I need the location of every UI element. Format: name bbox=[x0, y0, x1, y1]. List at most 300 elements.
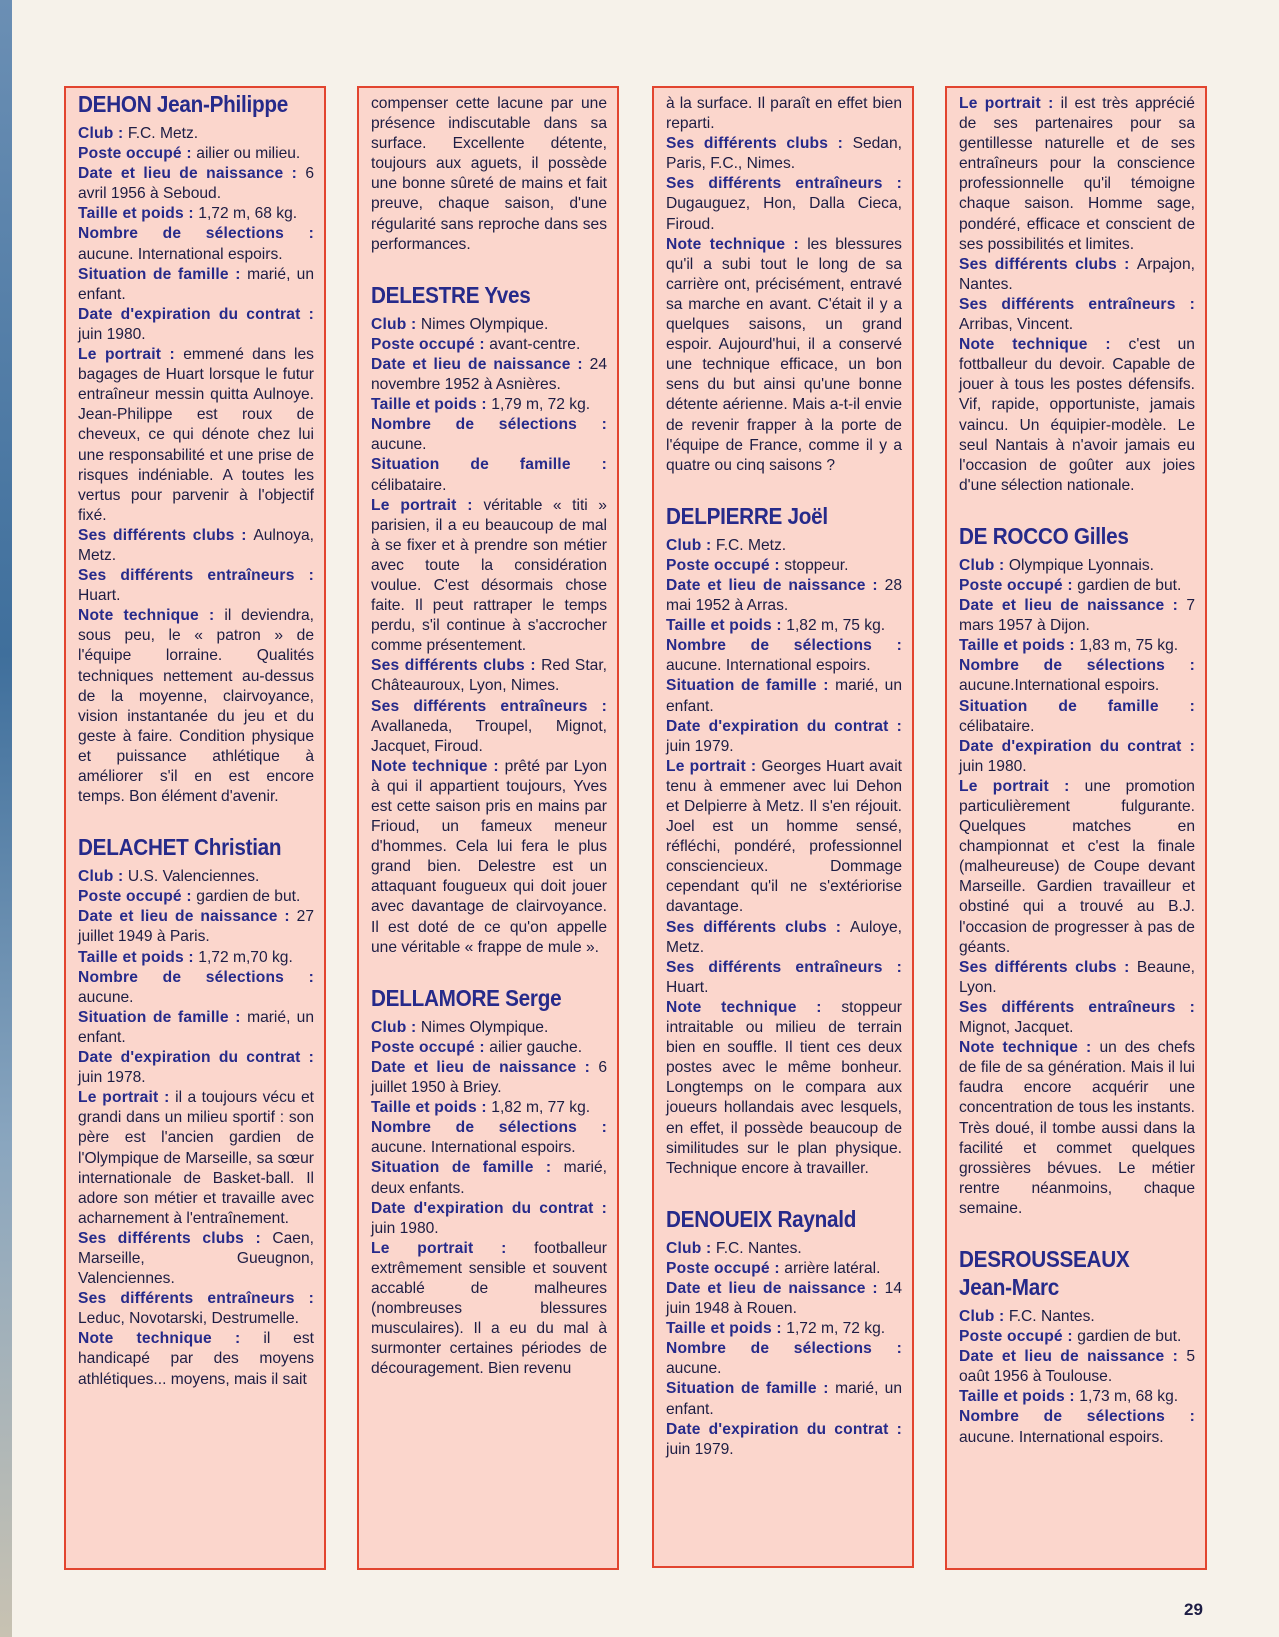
field-label: Note technique bbox=[959, 336, 1088, 354]
field-value: footballeur extrêmement sensible et souvent accablé de malheures (nombreuses blessures musculaires). Il a eu du mal à surmonter certaines périodes de découragement. Bien revenu bbox=[371, 1239, 607, 1378]
field-separator: : bbox=[882, 175, 902, 193]
column-3 bbox=[652, 86, 914, 1568]
field-value: 24 novembre 1952 à Asnières. bbox=[371, 355, 607, 394]
field-value: juin 1978. bbox=[78, 1069, 146, 1087]
field-value: célibataire. bbox=[959, 717, 1035, 735]
field-label: Date et lieu de naissance bbox=[666, 576, 866, 594]
field-value: juin 1980. bbox=[78, 325, 146, 343]
profile-field bbox=[78, 1289, 314, 1329]
field-label: Date d'expiration du contrat bbox=[666, 1420, 889, 1438]
field-label: Date et lieu de naissance bbox=[371, 1058, 577, 1076]
field-separator: : bbox=[994, 1307, 1009, 1325]
profile-field bbox=[959, 1347, 1195, 1387]
field-value: un des chefs de file de sa génération. Mais il lui faudra encore acquérir une concentration de tous les instants. Très doué, il tombe aussi dans la facilité et commet quelques grossières bévues. Le métier rentre néanmoins, chaque semaine. bbox=[959, 1039, 1195, 1217]
profile-field bbox=[78, 164, 314, 204]
profile-field bbox=[959, 1407, 1195, 1447]
field-label: Nombre de sélections bbox=[666, 637, 873, 655]
field-value: il est handicapé par des moyens athlétiques... moyens, mais il sait bbox=[78, 1330, 314, 1388]
profile-field bbox=[959, 556, 1195, 576]
profile-field bbox=[666, 918, 902, 958]
field-value: gardien de but. bbox=[1077, 1328, 1182, 1346]
field-label: Date et lieu de naissance bbox=[959, 597, 1165, 615]
field-separator: : bbox=[865, 576, 885, 594]
profile-field bbox=[371, 395, 607, 415]
profile-field bbox=[78, 968, 314, 1008]
profile-field bbox=[371, 1239, 607, 1380]
field-separator: : bbox=[1164, 1348, 1187, 1366]
profile-field bbox=[78, 526, 314, 566]
field-separator: : bbox=[234, 526, 254, 544]
field-value: 1,79 m, 72 kg. bbox=[491, 396, 591, 414]
profile-field bbox=[666, 757, 902, 918]
field-separator: : bbox=[228, 265, 248, 283]
field-separator: : bbox=[1064, 637, 1080, 655]
field-separator: : bbox=[882, 958, 902, 976]
profile-field bbox=[666, 1339, 902, 1379]
profile-field bbox=[78, 265, 314, 305]
profile-field bbox=[666, 616, 902, 636]
field-separator: : bbox=[796, 998, 842, 1016]
profile-field bbox=[959, 335, 1195, 496]
profile-field bbox=[666, 717, 902, 757]
column-4 bbox=[945, 86, 1207, 1570]
field-separator: : bbox=[474, 1038, 490, 1056]
continued-fields bbox=[959, 94, 1195, 496]
profile-field bbox=[78, 907, 314, 947]
player-name: DEHON Jean-Philippe bbox=[78, 91, 288, 117]
field-value: juin 1979. bbox=[666, 1440, 734, 1458]
field-label: Le portrait bbox=[371, 1239, 474, 1257]
field-label: Poste occupé bbox=[666, 1259, 770, 1277]
profile-field bbox=[666, 1420, 902, 1460]
field-separator: : bbox=[771, 617, 787, 635]
field-value: Sedan, Paris, F.C., Nimes. bbox=[666, 135, 902, 173]
field-separator: : bbox=[524, 657, 542, 675]
field-separator: : bbox=[476, 396, 492, 414]
field-label: Date et lieu de naissance bbox=[371, 355, 571, 373]
field-label: Nombre de sélections bbox=[959, 1408, 1166, 1426]
field-separator: : bbox=[300, 305, 314, 323]
field-value: ailier ou milieu. bbox=[196, 145, 301, 163]
field-separator: : bbox=[570, 456, 607, 474]
field-label: Date et lieu de naissance bbox=[78, 165, 284, 183]
player-profile bbox=[666, 1205, 902, 1460]
field-label: Ses différents clubs bbox=[666, 918, 827, 936]
field-value: 7 mars 1957 à Dijon. bbox=[959, 597, 1195, 635]
field-label: Nombre de sélections bbox=[78, 225, 285, 243]
field-value: 5 oaût 1956 à Toulouse. bbox=[959, 1348, 1195, 1386]
field-value: Auloye, Metz. bbox=[666, 918, 902, 956]
field-separator: : bbox=[283, 165, 306, 183]
field-label: Ses différents entraîneurs bbox=[666, 958, 883, 976]
field-label: Nombre de sélections bbox=[959, 657, 1166, 675]
field-label: Club bbox=[78, 125, 114, 142]
field-separator: : bbox=[1116, 255, 1137, 273]
field-value: Nimes Olympique. bbox=[420, 1018, 549, 1036]
field-separator: : bbox=[456, 496, 484, 514]
field-label: Club bbox=[959, 556, 995, 574]
field-label: Club bbox=[666, 1239, 702, 1257]
field-value: 1,72 m, 68 kg. bbox=[198, 205, 298, 223]
field-value: gardien de but. bbox=[196, 888, 301, 906]
field-value: c'est un fottballeur du devoir. Capable de jouer à tous les postes défensifs. Vif, rapide, opportuniste, jamais vaincu. Un équipier-modèle. Le seul Nantais à n'avoir jamais eu l'occasion de goûter aux joies d'une sélection nationale. bbox=[959, 336, 1195, 494]
field-separator: : bbox=[181, 145, 197, 163]
profile-field bbox=[959, 737, 1195, 777]
profile-field bbox=[371, 1098, 607, 1118]
profile-field bbox=[666, 958, 902, 998]
field-label: Ses différents entraîneurs bbox=[78, 567, 295, 585]
field-label: Taille et poids bbox=[371, 1099, 477, 1117]
field-label: Ses différents entraîneurs bbox=[959, 998, 1176, 1016]
field-label: Taille et poids bbox=[78, 948, 184, 966]
field-separator: : bbox=[533, 1159, 564, 1177]
field-label: Taille et poids bbox=[78, 205, 184, 223]
field-label: Ses différents entraîneurs bbox=[78, 1290, 295, 1308]
field-separator: : bbox=[771, 1320, 787, 1338]
column-1 bbox=[64, 86, 326, 1570]
field-value: F.C. Metz. bbox=[715, 536, 787, 554]
field-label: Date et lieu de naissance bbox=[78, 908, 278, 926]
profile-field bbox=[371, 1038, 607, 1058]
profile-field bbox=[959, 697, 1195, 737]
profile-field bbox=[78, 124, 314, 144]
field-value: gardien de but. bbox=[1077, 576, 1182, 594]
field-separator: : bbox=[294, 567, 314, 585]
profile-field bbox=[78, 1229, 314, 1289]
field-label: Ses différents entraîneurs bbox=[959, 295, 1176, 313]
profile-field bbox=[78, 345, 314, 526]
field-value: 1,83 m, 75 kg. bbox=[1079, 637, 1179, 655]
field-value: aucune. bbox=[371, 436, 427, 454]
profile-field bbox=[78, 867, 314, 887]
field-value: aucune. bbox=[666, 1360, 722, 1378]
field-value: il deviendra, sous peu, le « patron » de l'équipe lorraine. Qualités techniques nettement au-dessus de la moyenne, clairvoyance, vision instantanée du jeu et du geste à faire. Condition physique et puissance athlétique à améliorer s'il en est encore temps. Bon élément d'avenir. bbox=[78, 607, 314, 806]
field-value: F.C. Metz. bbox=[127, 125, 199, 142]
field-separator: : bbox=[406, 315, 421, 333]
field-label: Date d'expiration du contrat bbox=[371, 1199, 594, 1217]
field-separator: : bbox=[228, 1008, 248, 1026]
field-label: Ses différents clubs bbox=[78, 1229, 245, 1247]
field-value: U.S. Valenciennes. bbox=[127, 868, 260, 886]
field-separator: : bbox=[161, 346, 184, 364]
field-label: Date d'expiration du contrat bbox=[666, 717, 889, 735]
field-label: Situation de famille bbox=[371, 456, 571, 474]
field-separator: : bbox=[487, 757, 505, 775]
field-separator: : bbox=[828, 135, 853, 153]
field-separator: : bbox=[701, 1239, 716, 1257]
field-value: marié, un enfant. bbox=[666, 677, 902, 715]
field-value: 1,82 m, 75 kg. bbox=[786, 617, 886, 635]
field-label: Ses différents entraîneurs bbox=[666, 175, 883, 193]
profile-field bbox=[78, 305, 314, 345]
profile-field bbox=[78, 948, 314, 968]
player-profile bbox=[371, 281, 607, 958]
field-label: Club bbox=[78, 868, 114, 886]
field-label: Taille et poids bbox=[959, 637, 1065, 655]
field-value: Georges Huart avait tenu à emmener avec lui Dehon et Delpierre à Metz. Il s'en réjouit. Joel est un homme sensé, réfléchi, pondéré, professionnel consciencieux. Dommage cependant qu'il ne s'extériorise davantage. bbox=[666, 757, 902, 916]
field-separator: : bbox=[1064, 1388, 1080, 1406]
player-profile bbox=[78, 833, 314, 1389]
field-label: Nombre de sélections bbox=[666, 1340, 873, 1358]
player-profile bbox=[959, 522, 1195, 1219]
profile-field bbox=[371, 1058, 607, 1098]
field-separator: : bbox=[769, 556, 785, 574]
profile-field bbox=[959, 958, 1195, 998]
field-value: marié, un enfant. bbox=[78, 265, 314, 303]
field-label: Taille et poids bbox=[666, 617, 772, 635]
field-label: Note technique bbox=[78, 607, 199, 625]
profile-field bbox=[666, 1259, 902, 1279]
field-separator: : bbox=[1164, 597, 1187, 615]
player-name: DE ROCCO Gilles bbox=[959, 522, 1129, 549]
profile-field bbox=[371, 1158, 607, 1198]
field-value: Leduc, Novotarski, Destrumelle. bbox=[78, 1310, 300, 1328]
field-separator: : bbox=[198, 607, 225, 625]
field-separator: : bbox=[888, 1420, 902, 1438]
profile-field bbox=[371, 335, 607, 355]
field-separator: : bbox=[113, 868, 128, 886]
profile-field bbox=[78, 606, 314, 807]
field-label: Note technique bbox=[371, 757, 488, 775]
player-name: DELLAMORE Serge bbox=[371, 984, 562, 1011]
profile-field bbox=[78, 566, 314, 606]
field-separator: : bbox=[244, 1229, 273, 1247]
field-label: Situation de famille bbox=[666, 677, 817, 695]
field-label: Situation de famille bbox=[666, 1380, 817, 1398]
profile-field bbox=[959, 1038, 1195, 1219]
field-label: Club bbox=[959, 1307, 995, 1325]
field-value: avant-centre. bbox=[489, 335, 581, 353]
player-name: DELESTRE Yves bbox=[371, 281, 531, 308]
field-value: il a toujours vécu et grandi dans un milieu sportif : son père est l'ancien gardien de l'Olympique de Marseille, sa sœur internationale de Basket-ball. Il adore son métier et travaille avec acharnement à l'entraînement. bbox=[78, 1089, 314, 1227]
field-label: Poste occupé bbox=[371, 335, 475, 353]
profile-field bbox=[666, 235, 902, 476]
field-separator: : bbox=[872, 1340, 902, 1358]
field-separator: : bbox=[473, 1239, 535, 1257]
field-value: Beaune, Lyon. bbox=[959, 958, 1195, 996]
field-value: 1,72 m,70 kg. bbox=[198, 948, 293, 966]
field-separator: : bbox=[577, 416, 607, 434]
field-value: 6 juillet 1950 à Briey. bbox=[371, 1058, 607, 1097]
profile-field bbox=[78, 204, 314, 224]
profile-field bbox=[371, 455, 607, 495]
field-label: Poste occupé bbox=[371, 1038, 475, 1056]
profile-field bbox=[666, 174, 902, 234]
field-separator: : bbox=[183, 948, 199, 966]
field-value: Dugauguez, Hon, Dalla Cieca, Firoud. bbox=[666, 195, 902, 233]
field-label: Poste occupé bbox=[666, 556, 770, 574]
field-separator: : bbox=[474, 335, 490, 353]
field-separator: : bbox=[1175, 998, 1195, 1016]
field-value: F.C. Nantes. bbox=[1008, 1307, 1095, 1325]
field-value: 27 juillet 1949 à Paris. bbox=[78, 908, 314, 946]
profile-field bbox=[666, 1279, 902, 1319]
field-value: une promotion particulièrement fulgurante. Quelques matches en championnat et c'est la finale (malheureuse) de Coupe devant Marseille. Gardien travailleur et obstiné qui a trouvé au B.J. l'occasion de progresser à pas de géants. bbox=[959, 777, 1195, 956]
field-label: Club bbox=[371, 315, 407, 333]
field-label: Situation de famille bbox=[78, 265, 229, 283]
field-value: 1,82 m, 77 kg. bbox=[491, 1099, 591, 1117]
profile-field bbox=[371, 1118, 607, 1158]
field-separator: : bbox=[1062, 1328, 1078, 1346]
field-separator: : bbox=[816, 677, 836, 695]
field-separator: : bbox=[1087, 336, 1129, 354]
field-value: Arpajon, Nantes. bbox=[959, 255, 1195, 293]
field-separator: : bbox=[994, 556, 1009, 574]
profile-field bbox=[371, 757, 607, 958]
field-label: Note technique bbox=[666, 998, 797, 1016]
field-separator: : bbox=[1181, 737, 1195, 755]
player-profile bbox=[666, 502, 902, 1179]
profile-field bbox=[78, 1008, 314, 1048]
field-value: Red Star, Châteauroux, Lyon, Nimes. bbox=[371, 657, 607, 695]
field-value: aucune. International espoirs. bbox=[959, 1428, 1164, 1446]
field-label: Nombre de sélections bbox=[371, 416, 578, 434]
field-value: véritable « titi » parisien, il a eu beaucoup de mal à se fixer et à prendre son métier avec toute la considération voulue. C'est désormais chose faite. Il peut rattraper le temps perdu, s'il continue à s'accrocher comme présentement. bbox=[371, 496, 607, 655]
field-value: juin 1979. bbox=[666, 737, 734, 755]
field-separator: : bbox=[570, 355, 590, 373]
profile-field bbox=[959, 1307, 1195, 1327]
field-label: Date d'expiration du contrat bbox=[78, 1049, 301, 1067]
field-value: Aulnoya, Metz. bbox=[78, 526, 314, 564]
profile-field bbox=[959, 656, 1195, 696]
profile-field bbox=[78, 887, 314, 907]
field-value: marié, un enfant. bbox=[78, 1008, 314, 1046]
field-value: emmené dans les bagages de Huart lorsque le futur entraîneur messin quitta Aulnoye. Jean-Philippe est roux de cheveux, ce qui dénote chez lui une responsabilité et une prise de risques indéniable. A toutes les vertus pour parvenir à l'objectif fixé. bbox=[78, 346, 314, 524]
field-label: Ses différents clubs bbox=[78, 526, 235, 544]
field-label: Le portrait bbox=[371, 496, 457, 514]
profile-field bbox=[666, 1239, 902, 1259]
field-separator: : bbox=[1116, 958, 1137, 976]
field-separator: : bbox=[865, 1279, 885, 1297]
field-separator: : bbox=[1175, 295, 1195, 313]
field-value: Huart. bbox=[78, 587, 121, 605]
field-label: Le portrait bbox=[78, 346, 162, 364]
field-separator: : bbox=[294, 1290, 314, 1308]
field-label: Ses différents clubs bbox=[959, 958, 1117, 976]
profile-field bbox=[666, 998, 902, 1179]
field-label: Note technique bbox=[78, 1330, 212, 1348]
field-label: Ses différents clubs bbox=[666, 135, 829, 153]
player-profile bbox=[959, 1245, 1195, 1448]
field-label: Le portrait bbox=[78, 1089, 159, 1107]
field-label: Situation de famille bbox=[78, 1008, 229, 1026]
continued-text: à la surface. Il paraît en effet bien reparti. bbox=[666, 95, 902, 133]
field-value: juin 1980. bbox=[959, 757, 1027, 775]
field-label: Taille et poids bbox=[666, 1320, 772, 1338]
field-value: juin 1980. bbox=[371, 1219, 439, 1237]
field-label: Note technique bbox=[959, 1039, 1078, 1057]
field-separator: : bbox=[113, 125, 128, 142]
profile-field bbox=[78, 1329, 314, 1389]
profile-field bbox=[371, 1018, 607, 1038]
field-label: Date et lieu de naissance bbox=[959, 1348, 1165, 1366]
profile-field bbox=[959, 777, 1195, 958]
profile-field bbox=[666, 1319, 902, 1339]
profile-field bbox=[371, 1199, 607, 1239]
field-separator: : bbox=[888, 717, 902, 735]
field-separator: : bbox=[476, 1099, 492, 1117]
field-separator: : bbox=[576, 1058, 599, 1076]
field-separator: : bbox=[1077, 1039, 1100, 1057]
continued-text: compenser cette lacune par une présence indiscutable dans sa surface. Excellente détente, toujours aux aguets, il possède une bonne sûreté de mains et fait preuve, chaque saison, d'une régularité sans reproche dans ses performances. bbox=[371, 95, 607, 253]
field-separator: : bbox=[284, 968, 314, 986]
field-value: aucune.International espoirs. bbox=[959, 677, 1160, 695]
profile-field bbox=[666, 576, 902, 616]
field-label: Poste occupé bbox=[959, 1328, 1063, 1346]
page-edge bbox=[0, 0, 12, 1637]
field-separator: : bbox=[183, 205, 199, 223]
field-label: Situation de famille bbox=[959, 697, 1159, 715]
field-value: Mignot, Jacquet. bbox=[959, 1019, 1074, 1037]
profile-field bbox=[666, 1379, 902, 1419]
field-separator: : bbox=[1165, 657, 1195, 675]
field-value: prêté par Lyon à qui il appartient toujours, Yves est cette saison pris en mains par Frioud, un fameux meneur d'hommes. Cela lui fera le plus grand bien. Delestre est un attaquant fougueux qui doit jouer avec davantage de clairvoyance. Il est doté de ce qu'on appelle une véritable « frappe de mule ». bbox=[371, 757, 607, 956]
field-value: 14 juin 1948 à Rouen. bbox=[666, 1279, 902, 1318]
profile-field bbox=[371, 355, 607, 395]
profile-field bbox=[78, 224, 314, 264]
field-separator: : bbox=[1158, 697, 1195, 715]
field-value: Huart. bbox=[666, 978, 709, 996]
field-label: Le portrait bbox=[959, 95, 1041, 112]
field-value: aucune. International espoirs. bbox=[666, 657, 871, 675]
field-label: Poste occupé bbox=[78, 888, 182, 906]
field-value: F.C. Nantes. bbox=[715, 1239, 802, 1257]
column-2 bbox=[357, 86, 619, 1570]
field-label: Note technique bbox=[666, 235, 786, 253]
field-separator: : bbox=[816, 1380, 836, 1398]
profile-field bbox=[666, 636, 902, 676]
field-label: Poste occupé bbox=[959, 576, 1063, 594]
field-value: aucune. International espoirs. bbox=[371, 1139, 576, 1157]
field-value: Avallaneda, Troupel, Mignot, Jacquet, Firoud. bbox=[371, 717, 607, 755]
field-label: Le portrait bbox=[666, 757, 746, 775]
field-label: Ses différents entraîneurs bbox=[371, 697, 588, 715]
field-value: stoppeur intraitable ou milieu de terrain bien en souffle. Il tient ces deux postes avec le même bonheur. Longtemps on le compara aux joueurs hollandais avec lesquels, en effet, il possède beaucoup de similitudes sur le plan physique. Technique encore à travailler. bbox=[666, 998, 902, 1177]
field-label: Taille et poids bbox=[959, 1388, 1065, 1406]
field-separator: : bbox=[587, 697, 607, 715]
field-label: Nombre de sélections bbox=[371, 1119, 578, 1137]
field-label: Poste occupé bbox=[78, 145, 182, 163]
field-label: Date d'expiration du contrat bbox=[959, 737, 1182, 755]
field-value: marié, un enfant. bbox=[666, 1380, 902, 1418]
profile-field bbox=[371, 315, 607, 335]
field-label: Taille et poids bbox=[371, 396, 477, 414]
profile-field bbox=[371, 496, 607, 657]
field-value: Caen, Marseille, Gueugnon, Valenciennes. bbox=[78, 1229, 314, 1288]
continued-fields bbox=[666, 134, 902, 476]
profile-field bbox=[959, 255, 1195, 295]
field-value: 1,73 m, 68 kg. bbox=[1079, 1388, 1179, 1406]
field-value: stoppeur. bbox=[784, 556, 849, 574]
profile-field bbox=[959, 1327, 1195, 1347]
field-separator: : bbox=[181, 888, 197, 906]
field-separator: : bbox=[769, 1259, 785, 1277]
field-separator: : bbox=[277, 908, 297, 926]
field-value: Olympique Lyonnais. bbox=[1008, 556, 1154, 574]
player-profile bbox=[78, 90, 314, 807]
field-label: Date et lieu de naissance bbox=[666, 1279, 866, 1297]
profile-field bbox=[371, 697, 607, 757]
field-separator: : bbox=[577, 1119, 607, 1137]
field-separator: : bbox=[1048, 777, 1085, 795]
field-separator: : bbox=[701, 536, 716, 554]
field-value: marié, deux enfants. bbox=[371, 1159, 607, 1197]
field-value: 28 mai 1952 à Arras. bbox=[666, 576, 902, 615]
field-separator: : bbox=[1165, 1408, 1195, 1426]
profile-field bbox=[666, 556, 902, 576]
profile-field bbox=[666, 536, 902, 556]
field-separator: : bbox=[745, 757, 762, 775]
